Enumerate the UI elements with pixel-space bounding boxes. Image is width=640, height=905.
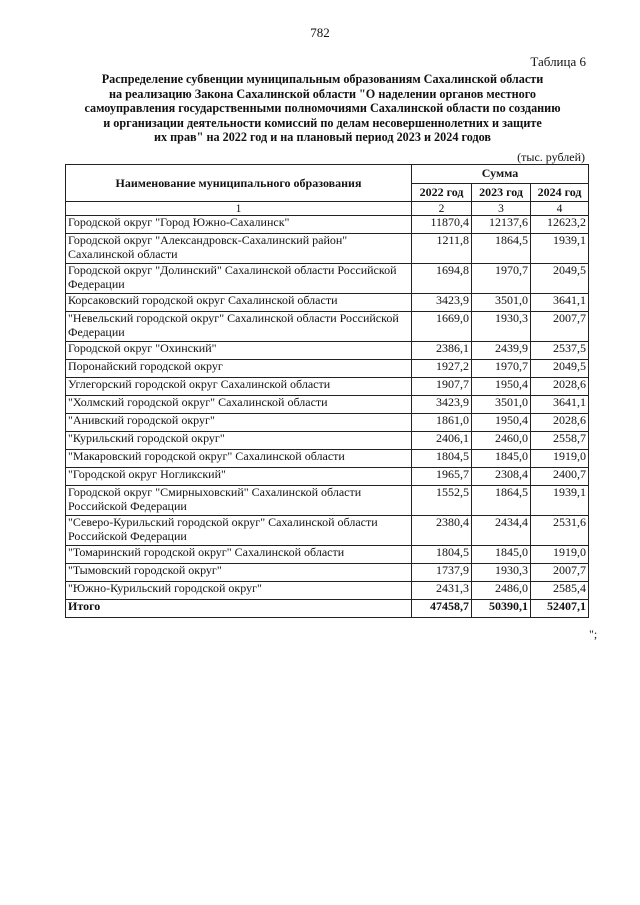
table-row: [66, 414, 589, 432]
value-2024: 2028,6: [531, 378, 589, 396]
value-2023: 1950,4: [472, 414, 531, 432]
value-2024: 2531,6: [531, 516, 589, 546]
value-2024: 3641,1: [531, 294, 589, 312]
value-2024: 2400,7: [531, 468, 589, 486]
table-row: [66, 396, 589, 414]
table-row: [66, 378, 589, 396]
header-year-2023: 2023 год: [472, 183, 531, 202]
value-2024: 1939,1: [531, 486, 589, 516]
value-2023: 1970,7: [472, 264, 531, 294]
municipality-name: "Холмский городской округ" Сахалинской области: [66, 396, 412, 414]
value-2023: 3501,0: [472, 294, 531, 312]
page-number: 782: [310, 25, 330, 40]
municipality-name: "Городской округ Ногликский": [66, 468, 412, 486]
value-2024: 2558,7: [531, 432, 589, 450]
municipality-name: "Невельский городской округ" Сахалинской области Российской Федерации: [66, 312, 412, 342]
value-2022: 2380,4: [412, 516, 472, 546]
value-2022: 1694,8: [412, 264, 472, 294]
value-2022: 1861,0: [412, 414, 472, 432]
value-2024: 2049,5: [531, 264, 589, 294]
column-number-row: [66, 202, 589, 216]
value-2023: 2460,0: [472, 432, 531, 450]
table-row: [66, 516, 589, 546]
total-2022: 47458,7: [412, 600, 472, 618]
value-2023: 2439,9: [472, 342, 531, 360]
table-row: [66, 312, 589, 342]
column-number: 3: [472, 202, 531, 216]
header-sum: Сумма: [412, 165, 589, 184]
value-2022: 1669,0: [412, 312, 472, 342]
value-2022: 2431,3: [412, 582, 472, 600]
value-2022: 1907,7: [412, 378, 472, 396]
value-2024: 2028,6: [531, 414, 589, 432]
closing-quote-mark: ";: [589, 627, 598, 641]
value-2023: 1845,0: [472, 450, 531, 468]
value-2022: 3423,9: [412, 294, 472, 312]
value-2023: 1864,5: [472, 486, 531, 516]
document-title: [60, 72, 585, 145]
title-line: и организации деятельности комиссий по делам несовершеннолетних и защите: [103, 115, 542, 130]
value-2024: 2537,5: [531, 342, 589, 360]
municipality-name: Углегорский городской округ Сахалинской области: [66, 378, 412, 396]
value-2024: 1919,0: [531, 450, 589, 468]
municipality-name: "Южно-Курильский городской округ": [66, 582, 412, 600]
value-2022: 1804,5: [412, 450, 472, 468]
total-2023: 50390,1: [472, 600, 531, 618]
value-2023: 1864,5: [472, 234, 531, 264]
table-row: [66, 294, 589, 312]
table-row: [66, 234, 589, 264]
value-2023: 1930,3: [472, 312, 531, 342]
column-number: 1: [66, 202, 412, 216]
table-row: [66, 450, 589, 468]
value-2023: 2434,4: [472, 516, 531, 546]
municipality-name: Городской округ "Долинский" Сахалинской области Российской Федерации: [66, 264, 412, 294]
table-row: [66, 582, 589, 600]
value-2023: 1845,0: [472, 546, 531, 564]
value-2022: 3423,9: [412, 396, 472, 414]
value-2023: 2486,0: [472, 582, 531, 600]
value-2023: 1970,7: [472, 360, 531, 378]
title-line: самоуправления государственными полномочиями Сахалинской области по созданию: [84, 101, 561, 116]
municipality-name: "Макаровский городской округ" Сахалинской области: [66, 450, 412, 468]
table-row: [66, 486, 589, 516]
total-2024: 52407,1: [531, 600, 589, 618]
table-row: [66, 264, 589, 294]
value-2022: 1927,2: [412, 360, 472, 378]
municipality-name: "Анивский городской округ": [66, 414, 412, 432]
value-2022: 11870,4: [412, 216, 472, 234]
table-row: [66, 546, 589, 564]
table-label: Таблица 6: [530, 54, 586, 69]
value-2023: 3501,0: [472, 396, 531, 414]
title-line: Распределение субвенции муниципальным образованиям Сахалинской области: [101, 72, 544, 86]
table-row: [66, 432, 589, 450]
title-line: на реализацию Закона Сахалинской области "О наделении органов местного: [108, 86, 537, 101]
table-row: [66, 216, 589, 234]
value-2022: 1211,8: [412, 234, 472, 264]
value-2022: 1737,9: [412, 564, 472, 582]
value-2023: 2308,4: [472, 468, 531, 486]
title-line: их прав" на 2022 год и на плановый период 2023 и 2024 годов: [154, 130, 491, 145]
header-year-2022: 2022 год: [412, 183, 472, 202]
value-2022: 2386,1: [412, 342, 472, 360]
value-2023: 1950,4: [472, 378, 531, 396]
subvention-table: [65, 164, 589, 618]
value-2023: 1930,3: [472, 564, 531, 582]
header-year-2024: 2024 год: [531, 183, 589, 202]
municipality-name: "Томаринский городской округ" Сахалинской области: [66, 546, 412, 564]
municipality-name: Городской округ "Город Южно-Сахалинск": [66, 216, 412, 234]
municipality-name: "Северо-Курильский городской округ" Сахалинской области Российской Федерации: [66, 516, 412, 546]
value-2022: 2406,1: [412, 432, 472, 450]
municipality-name: "Тымовский городской округ": [66, 564, 412, 582]
municipality-name: Корсаковский городской округ Сахалинской области: [66, 294, 412, 312]
table-row: [66, 468, 589, 486]
value-2022: 1965,7: [412, 468, 472, 486]
column-number: 4: [531, 202, 589, 216]
table-row: [66, 564, 589, 582]
value-2024: 12623,2: [531, 216, 589, 234]
total-row: [66, 600, 589, 618]
municipality-name: "Курильский городской округ": [66, 432, 412, 450]
column-number: 2: [412, 202, 472, 216]
table-row: [66, 360, 589, 378]
value-2024: 2049,5: [531, 360, 589, 378]
units-note: (тыс. рублей): [517, 150, 585, 164]
table-row: [66, 342, 589, 360]
value-2023: 12137,6: [472, 216, 531, 234]
value-2024: 2007,7: [531, 564, 589, 582]
value-2022: 1552,5: [412, 486, 472, 516]
value-2024: 1939,1: [531, 234, 589, 264]
municipality-name: Городской округ "Александровск-Сахалинский район" Сахалинской области: [66, 234, 412, 264]
value-2022: 1804,5: [412, 546, 472, 564]
value-2024: 3641,1: [531, 396, 589, 414]
municipality-name: Поронайский городской округ: [66, 360, 412, 378]
total-label: Итого: [66, 600, 412, 618]
value-2024: 2007,7: [531, 312, 589, 342]
municipality-name: Городской округ "Охинский": [66, 342, 412, 360]
municipality-name: Городской округ "Смирныховский" Сахалинской области Российской Федерации: [66, 486, 412, 516]
value-2024: 2585,4: [531, 582, 589, 600]
value-2024: 1919,0: [531, 546, 589, 564]
header-name: Наименование муниципального образования: [66, 165, 412, 202]
